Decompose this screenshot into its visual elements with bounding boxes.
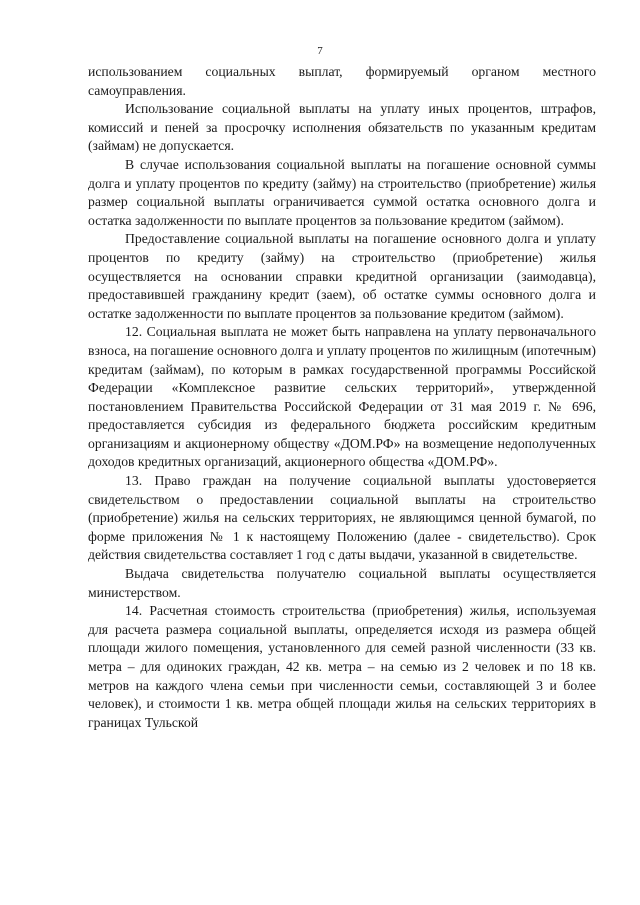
paragraph-issuance: Выдача свидетельства получателю социальной выплаты осуществляется министерством. <box>88 566 596 600</box>
page-number: 7 <box>317 45 323 57</box>
paragraph-item-14: 14. Расчетная стоимость строительства (приобретения) жилья, используемая для расчета размера социальной выплаты, определяется исходя из размера общей площади жилого помещения, установленного для семей разной численности (33 кв. метра – для одиноких граждан, 42 кв. метра – на семью из 2 человек и по 18 кв. метров на каждого члена семьи при численности семьи, составляющей 3 и более человек), и стоимости 1 кв. метра общей площади жилья на сельских территориях в границах Тульской <box>88 603 596 730</box>
document-body <box>88 63 596 732</box>
paragraph-debt-limit: В случае использования социальной выплаты на погашение основной суммы долга и уплату процентов по кредиту (займу) на строительство (приобретение) жилья размер социальной выплаты ограничивается суммой остатка основного долга и остатка задолженности по выплате процентов за пользование кредитом (займом). <box>88 156 596 228</box>
paragraph-certificate-basis: Предоставление социальной выплаты на погашение основного долга и уплату процентов по кредиту (займу) на строительство (приобретение) жилья осуществляется на основании справки кредитной организации (заимодавца), предоставившей гражданину кредит (заем), об остатке суммы основного долга и остатке задолженности по выплате процентов за пользование кредитом (займом). <box>88 231 596 321</box>
paragraph-other-fees: Использование социальной выплаты на уплату иных процентов, штрафов, комиссий и пеней за просрочку исполнения обязательств по указанным кредитам (займам) не допускается. <box>88 101 596 154</box>
paragraph-continuation: использованием социальных выплат, формируемый органом местного самоуправления. <box>88 64 596 98</box>
paragraph-item-12: 12. Социальная выплата не может быть направлена на уплату первоначального взноса, на погашение основного долга и уплату процентов по жилищным (ипотечным) кредитам (займам), по которым в рамках государственной программы Российской Федерации «Комплексное развитие сельских территорий», утвержденной постановлением Правительства Российской Федерации от 31 мая 2019 г. № 696, предоставляется субсидия из федерального бюджета российским кредитным организациям и акционерному обществу «ДОМ.РФ» на возмещение недополученных доходов кредитных организаций, акционерного общества «ДОМ.РФ». <box>88 324 596 470</box>
paragraph-item-13: 13. Право граждан на получение социальной выплаты удостоверяется свидетельством о предоставлении социальной выплаты на строительство (приобретение) жилья на сельских территориях, не являющимся ценной бумагой, по форме приложения № 1 к настоящему Положению (далее - свидетельство). Срок действия свидетельства составляет 1 год с даты выдачи, указанной в свидетельстве. <box>88 473 596 563</box>
